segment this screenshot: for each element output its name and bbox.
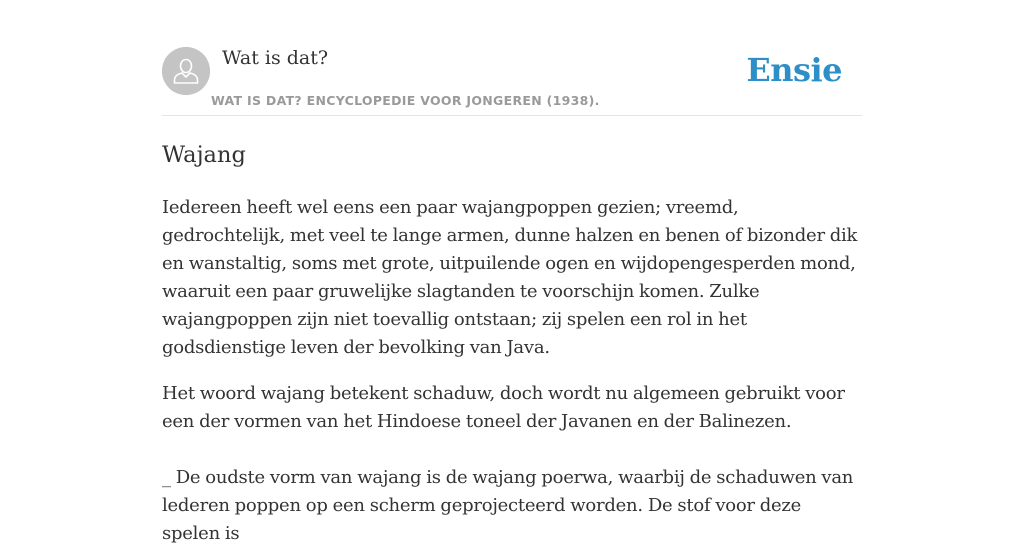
source-title[interactable]: Wat is dat? [222,47,329,69]
source-subtitle: WAT IS DAT? ENCYCLOPEDIE VOOR JONGEREN (1938). [211,93,600,108]
content-container [162,0,862,548]
site-logo[interactable]: Ensie [746,51,842,89]
article-title: Wajang [162,142,246,168]
article-paragraph: Het woord wajang betekent schaduw, doch wordt nu algemeen gebruikt voor een der vormen van het Hindoese toneel der Javanen en der Balinezen. [162,383,845,432]
article-paragraph: _ De oudste vorm van wajang is de wajang poerwa, waarbij de schaduwen van lederen poppen op een scherm geprojecteerd worden. De stof voor deze spelen is [162,467,854,544]
user-avatar-icon[interactable] [162,47,210,95]
source-header [162,0,862,116]
article-paragraph: Iedereen heeft wel eens een paar wajangpoppen gezien; vreemd, gedrochtelijk, met veel te lange armen, dunne halzen en benen of bizonder dik en wanstaltig, soms met grote, uitpuilende ogen en wijdopengesperden mond, waaruit een paar gruwelijke slagtanden te voorschijn komen. Zulke wajangpoppen zijn niet toevallig ontstaan; zij spelen een rol in het godsdienstige leven der bevolking van Java. [162,197,858,358]
